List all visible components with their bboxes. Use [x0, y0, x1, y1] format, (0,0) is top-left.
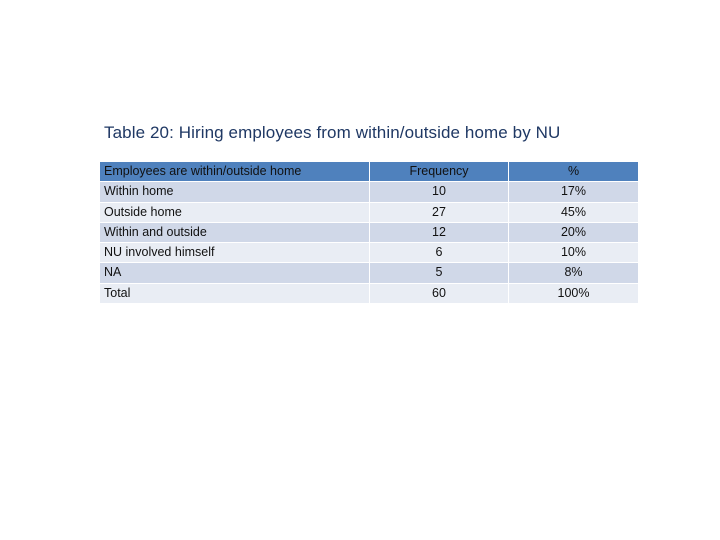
row-label: NU involved himself — [100, 243, 370, 263]
row-frequency: 27 — [370, 202, 509, 222]
header-frequency: Frequency — [370, 162, 509, 182]
table-row — [100, 243, 639, 263]
row-percent: 8% — [509, 263, 639, 283]
header-percent: % — [509, 162, 639, 182]
data-table — [99, 162, 639, 304]
row-frequency: 60 — [370, 283, 509, 303]
row-label: Within home — [100, 182, 370, 202]
table-row — [100, 263, 639, 283]
table-row-total — [100, 283, 639, 303]
row-percent: 10% — [509, 243, 639, 263]
table-header-row — [100, 162, 639, 182]
header-category: Employees are within/outside home — [100, 162, 370, 182]
row-frequency: 6 — [370, 243, 509, 263]
row-percent: 20% — [509, 222, 639, 242]
table-row — [100, 182, 639, 202]
row-percent: 100% — [509, 283, 639, 303]
table-row — [100, 222, 639, 242]
row-label: Outside home — [100, 202, 370, 222]
table-title: Table 20: Hiring employees from within/outside home by NU — [104, 123, 561, 142]
row-label: NA — [100, 263, 370, 283]
row-frequency: 10 — [370, 182, 509, 202]
row-label: Within and outside — [100, 222, 370, 242]
row-label: Total — [100, 283, 370, 303]
table-row — [100, 202, 639, 222]
row-frequency: 5 — [370, 263, 509, 283]
row-percent: 45% — [509, 202, 639, 222]
row-percent: 17% — [509, 182, 639, 202]
row-frequency: 12 — [370, 222, 509, 242]
